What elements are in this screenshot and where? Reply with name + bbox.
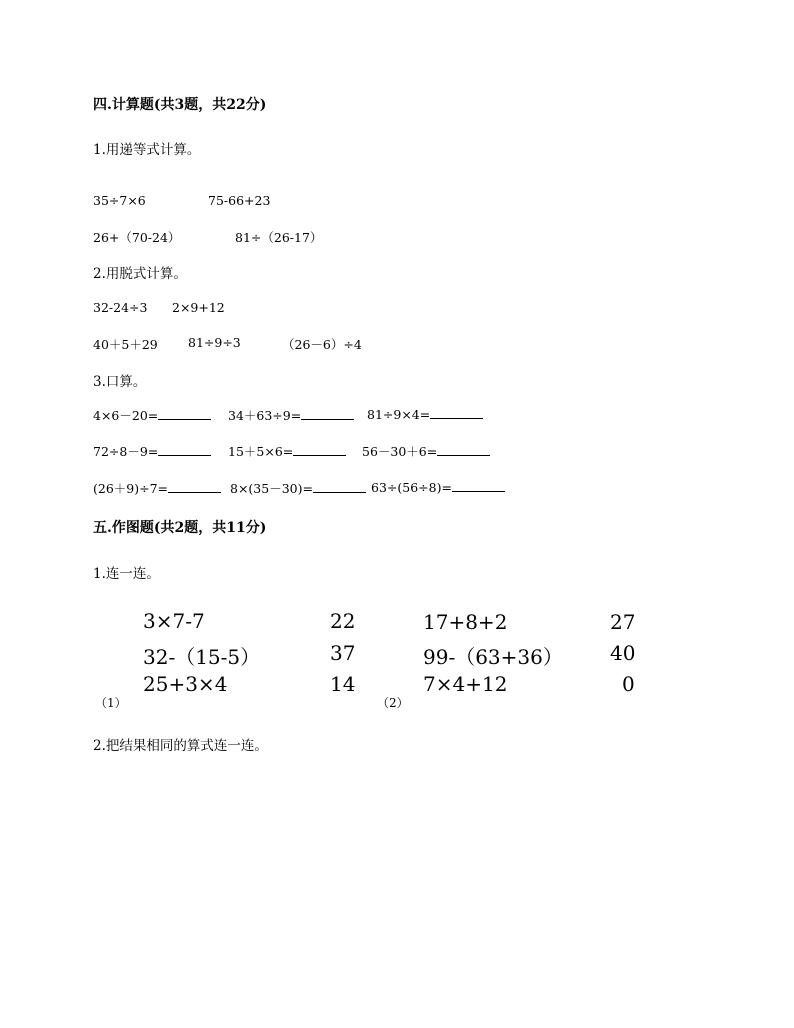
- q4-2-expr: （26－6）÷4: [282, 337, 362, 352]
- answer-blank[interactable]: [293, 443, 346, 456]
- oral-expr: 15＋5×6=: [228, 444, 294, 459]
- match-answer[interactable]: 0: [622, 672, 635, 696]
- match-expr[interactable]: 17+8+2: [423, 610, 508, 634]
- q4-1-expr: 35÷7×6: [93, 193, 146, 208]
- q4-3-item: [362, 442, 490, 460]
- match-expr[interactable]: 7×4+12: [423, 672, 508, 696]
- oral-expr: 4×6－20=: [93, 408, 159, 423]
- answer-blank[interactable]: [158, 407, 211, 420]
- q4-3-item: [93, 442, 211, 460]
- q4-3-item: [93, 479, 221, 497]
- group-label: （2）: [377, 696, 409, 710]
- q4-2-expr: 81÷9÷3: [188, 335, 241, 350]
- match-answer[interactable]: 27: [610, 610, 636, 634]
- match-expr[interactable]: 99-（63+36）: [423, 645, 563, 669]
- match-expr[interactable]: 25+3×4: [143, 672, 228, 696]
- q4-2-expr: 2×9+12: [172, 300, 225, 315]
- q4-3-item: [93, 406, 211, 424]
- oral-expr: 81÷9×4=: [367, 407, 431, 422]
- match-answer[interactable]: 22: [330, 609, 356, 633]
- match-answer[interactable]: 14: [330, 672, 356, 696]
- q4-3-item: [228, 442, 346, 460]
- oral-expr: 56－30＋6=: [362, 444, 438, 459]
- oral-expr: 34＋63÷9=: [228, 408, 302, 423]
- q4-3-item: [230, 479, 366, 497]
- answer-blank[interactable]: [437, 443, 490, 456]
- q5-1-title: 1.连一连。: [93, 566, 160, 582]
- q4-3-title: 3.口算。: [93, 374, 147, 390]
- q4-1-expr: 75-66+23: [208, 193, 271, 208]
- oral-expr: 8×(35－30)=: [230, 481, 313, 496]
- q4-2-expr: 40＋5＋29: [93, 337, 158, 352]
- match-answer[interactable]: 37: [330, 641, 356, 665]
- q4-2-title: 2.用脱式计算。: [93, 266, 187, 282]
- match-answer[interactable]: 40: [610, 641, 636, 665]
- oral-expr: 63÷(56÷8)=: [371, 480, 452, 495]
- section-4-title: 四.计算题(共3题，共22分): [93, 97, 267, 113]
- q4-3-item: [228, 406, 354, 424]
- answer-blank[interactable]: [313, 480, 366, 493]
- group-label: （1）: [95, 696, 127, 710]
- answer-blank[interactable]: [430, 406, 483, 419]
- q5-2-title: 2.把结果相同的算式连一连。: [93, 738, 268, 754]
- q4-2-expr: 32-24÷3: [93, 300, 148, 315]
- oral-expr: (26＋9)÷7=: [93, 481, 169, 496]
- answer-blank[interactable]: [452, 479, 505, 492]
- oral-expr: 72÷8－9=: [93, 444, 159, 459]
- q4-1-expr: 26+（70-24）: [93, 230, 181, 245]
- match-expr[interactable]: 32-（15-5）: [143, 645, 261, 669]
- answer-blank[interactable]: [301, 407, 354, 420]
- match-expr[interactable]: 3×7-7: [143, 609, 205, 633]
- answer-blank[interactable]: [168, 480, 221, 493]
- answer-blank[interactable]: [158, 443, 211, 456]
- section-5-title: 五.作图题(共2题，共11分): [93, 520, 267, 536]
- q4-1-expr: 81÷（26-17）: [235, 230, 323, 245]
- q4-1-title: 1.用递等式计算。: [93, 142, 201, 158]
- q4-3-item: [367, 406, 483, 422]
- q4-3-item: [371, 479, 505, 495]
